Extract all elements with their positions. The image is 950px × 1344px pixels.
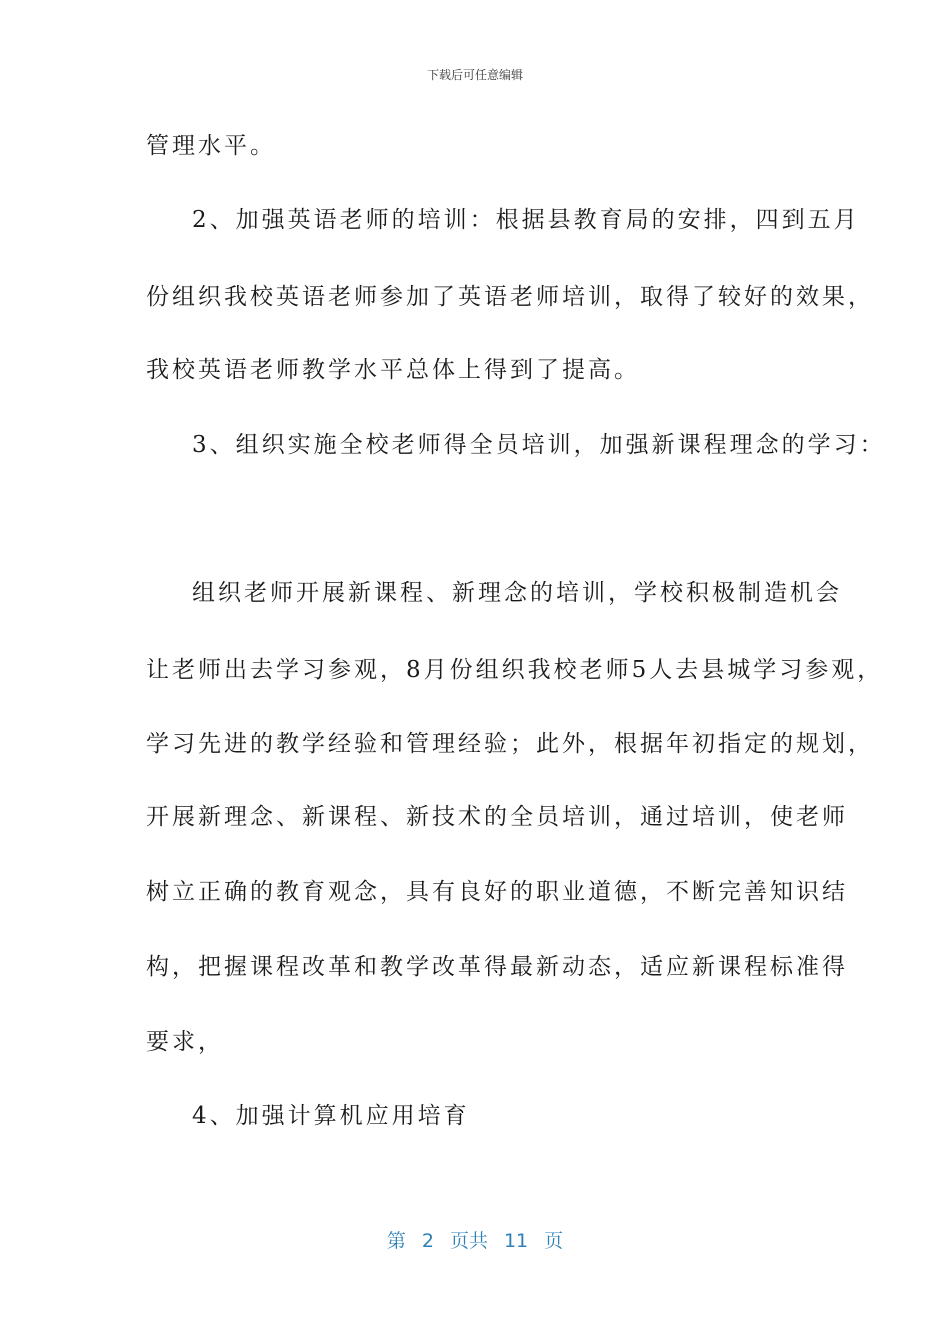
paragraph-line: 份组织我校英语老师参加了英语老师培训，取得了较好的效果，	[146, 284, 874, 310]
paragraph-line: 管理水平。	[146, 133, 276, 159]
paragraph-line: 3、组织实施全校老师得全员培训，加强新课程理念的学习：	[192, 432, 886, 458]
paragraph-line: 构，把握课程改革和教学改革得最新动态，适应新课程标准得	[146, 954, 848, 980]
page-header-note: 下载后可任意编辑	[426, 68, 523, 82]
footer-total-pages: 11	[503, 1230, 529, 1252]
page-footer	[0, 1226, 950, 1253]
footer-page-number: 2	[421, 1230, 434, 1252]
footer-suffix: 页	[544, 1230, 564, 1252]
paragraph-line: 树立正确的教育观念，具有良好的职业道德，不断完善知识结	[146, 879, 848, 905]
footer-prefix: 第	[386, 1230, 406, 1252]
paragraph-line: 让老师出去学习参观，8月份组织我校老师5人去县城学习参观，	[146, 657, 884, 683]
paragraph-line: 学习先进的教学经验和管理经验；此外，根据年初指定的规划，	[146, 731, 874, 757]
paragraph-line: 开展新理念、新课程、新技术的全员培训，通过培训，使老师	[146, 804, 848, 830]
paragraph-line: 要求，	[146, 1029, 224, 1055]
paragraph-line: 我校英语老师教学水平总体上得到了提高。	[146, 357, 640, 383]
footer-middle: 页共	[449, 1230, 488, 1252]
paragraph-line: 2、加强英语老师的培训：根据县教育局的安排，四到五月	[192, 207, 860, 233]
paragraph-line: 4、加强计算机应用培育	[192, 1103, 470, 1129]
paragraph-line: 组织老师开展新课程、新理念的培训，学校积极制造机会	[192, 580, 842, 606]
